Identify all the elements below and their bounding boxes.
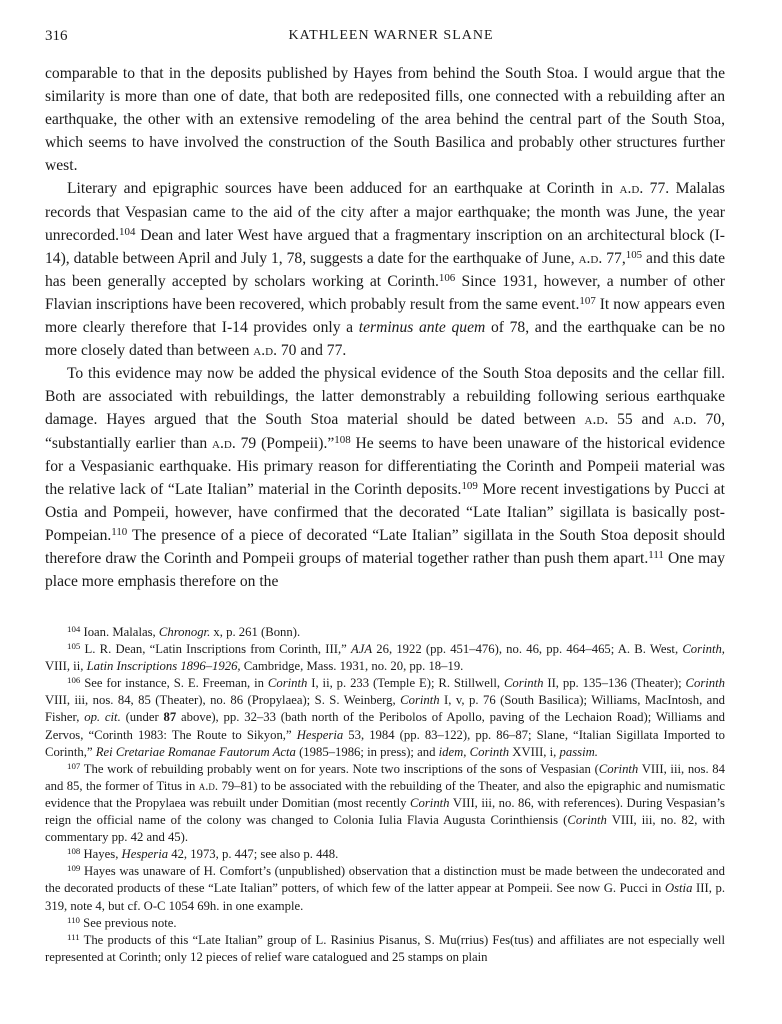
text-run: L. R. Dean, “Latin Inscriptions from Corinth, III,” — [80, 642, 351, 657]
italic-title: Corinth — [503, 676, 544, 691]
main-text — [45, 62, 725, 593]
era-abbrev: a.d. — [212, 434, 236, 452]
era-abbrev: a.d. — [198, 778, 219, 793]
footnote-106 — [45, 675, 725, 760]
era-abbrev: a.d. — [619, 180, 644, 198]
paragraph-2 — [45, 177, 725, 362]
footnote-110 — [45, 915, 725, 932]
italic-title: Corinth — [598, 761, 639, 776]
running-head: KATHLEEN WARNER SLANE — [288, 28, 494, 43]
text-run: 70 and 77. — [276, 342, 347, 360]
text-run: 26, 1922 (pp. 451–476), no. 46, pp. 464–465; A. B. West, — [372, 642, 683, 657]
era-abbrev: a.d. — [253, 342, 277, 360]
footnote-number: 111 — [67, 931, 80, 942]
text-run: VIII, ii, — [45, 659, 87, 674]
text-run: Literary and epigraphic sources have been adduced for an earthquake at Corinth in — [67, 180, 620, 198]
text-run: II, pp. 135–136 (Theater); — [543, 676, 686, 691]
footnote-107 — [45, 761, 725, 846]
italic-title: Corinth — [400, 693, 440, 708]
footnote-number: 104 — [67, 624, 81, 634]
footnote-ref: 106 — [438, 271, 456, 284]
italic-title: op. cit. — [84, 710, 121, 725]
text-run: 77, — [602, 249, 626, 267]
paragraph-1 — [45, 62, 725, 177]
footnote-104 — [45, 624, 725, 641]
text-run: and this date has been generally accepted by scholars working at Corinth. — [45, 249, 725, 290]
text-run: He seems to have been unaware of the historical evidence for a Vespasianic earthquake. His primary reason for differentiating the Corinth and Pompeii material was the relative lack of “Late Italian” material in the Corinth deposits. — [45, 434, 725, 498]
text-run: 79–81) to be associated with the rebuilding of the Theater, and also the epigraphic and numismatic evidence that the Propylaea was rebuilt under Domitian (most recently — [45, 778, 725, 810]
text-run: Dean and later West have argued that a fragmentary inscription on an architectural block (I-14), datable between April and July 1, 78, suggests a date for the earthquake of June, — [45, 226, 725, 267]
footnote-ref: 104 — [119, 225, 136, 238]
footnote-ref: 110 — [111, 525, 128, 538]
text-run: I, v, p. 76 (South Basilica); Williams, MacIntosh, and Fisher, — [45, 693, 726, 725]
text-run: III, p. 319, note 4, but cf. O-C 1054 69h. in one example. — [45, 881, 725, 913]
text-run: Ioan. Malalas, — [80, 625, 159, 639]
text-run: The products of this “Late Italian” group of L. Rasinius Pisanus, S. Mu(rrius) Fes(tus) and affiliates are not especially well represented at Corinth; only 12 pieces of relief ware catalogued and 25 stamps on plain — [45, 932, 725, 964]
italic-title: Corinth — [567, 813, 607, 828]
footnote-109 — [45, 863, 725, 914]
text-run: Hayes was unaware of H. Comfort’s (unpublished) observation that a distinction must be made between the undecorated and the decorated products of these “Late Italian” potters, of which few of the latter appear at Pompeii. See now G. Pucci in — [45, 864, 725, 896]
footnote-number: 105 — [67, 641, 81, 652]
text-run: 55 and — [608, 411, 673, 429]
italic-title: Hesperia — [296, 727, 344, 742]
text-run: One may place more emphasis therefore on the — [45, 549, 725, 591]
footnote-number: 109 — [67, 863, 81, 874]
italic-title: Hesperia — [121, 847, 169, 862]
footnote-111 — [45, 932, 725, 966]
text-run: 42, 1973, p. 447; see also p. 448. — [168, 847, 339, 862]
bold-ref: 87 — [163, 710, 177, 725]
text-run: It now appears even more clearly therefore that I-14 provides only a — [45, 295, 725, 337]
footnote-ref: 107 — [579, 295, 596, 308]
page-number: 316 — [45, 28, 68, 44]
text-run: The presence of a piece of decorated “Late Italian” sigillata in the South Stoa deposit should therefore draw the Corinth and Pompeii groups of material together rather than push them apart. — [45, 526, 725, 567]
text-run: Hayes, — [80, 847, 122, 862]
text-run: Cambridge, Mass. 1931, no. 20, pp. 18–19. — [240, 659, 464, 674]
text-run: VIII, iii, nos. 84 and 85, the former of Titus in — [45, 761, 725, 793]
text-run: VIII, iii, nos. 84, 85 (Theater), no. 86 (Propylaea); S. S. Weinberg, — [45, 693, 401, 708]
era-abbrev: a.d. — [672, 411, 697, 429]
era-abbrev: a.d. — [584, 411, 609, 429]
italic-title: Ostia — [664, 881, 693, 896]
italic-title: Rei Cretariae Romanae Fautorum Acta — [95, 744, 296, 759]
italic-title: Corinth, — [682, 642, 725, 657]
footnote-ref: 105 — [625, 248, 643, 261]
text-run: (under — [120, 710, 164, 725]
footnotes — [45, 624, 725, 966]
italic-title: passim. — [559, 744, 598, 759]
text-run: 79 (Pompeii).” — [235, 434, 335, 452]
text-run: x, p. 261 (Bonn). — [210, 625, 301, 639]
italic-title: idem, Corinth — [438, 744, 510, 759]
text-run: 70, “substantially earlier than — [45, 411, 725, 452]
text-run: XVIII, i, — [509, 744, 560, 759]
text-run: Since 1931, however, a number of other Flavian inscriptions have been recovered, which probably result from the same event. — [45, 272, 725, 313]
paragraph-3 — [45, 362, 725, 593]
italic-title: Corinth — [685, 676, 725, 691]
text-run: of 78, and the earthquake can be no more closely dated than between — [45, 319, 725, 360]
text-run: above), pp. 32–33 (bath north of the Peribolos of Apollo, paving of the Lechaion Road); Williams and Zervos, “Corinth 1983: The Route to Sikyon,” — [45, 710, 726, 742]
footnote-ref: 109 — [461, 479, 478, 492]
footnote-ref: 108 — [334, 433, 351, 446]
text-run: comparable to that in the deposits published by Hayes from behind the South Stoa. I would argue that the similarity is more than one of date, that both are redeposited fills, one connected with a rebuilding after an earthquake, the other with an extensive remodeling of the area behind the central part of the South Stoa, which seems to have involved the construction of the South Basilica and probably other structures further west. — [45, 65, 725, 175]
footnote-108 — [45, 846, 725, 863]
text-run: To this evidence may now be added the physical evidence of the South Stoa deposits and the cellar fill. Both are associated with rebuildings, the latter demonstrably a rebuilding following serious earthquake damage. Hayes argued that the South Stoa material should be dated between — [45, 365, 725, 429]
italic-title: Latin Inscriptions 1896–1926, — [86, 659, 241, 674]
italic-title: Corinth — [410, 795, 450, 810]
text-run: 77. Malalas records that Vespasian came to the aid of the city after a major earthquake; the month was June, the year unrecorded. — [45, 180, 726, 244]
italic-term: terminus ante quem — [358, 319, 486, 337]
text-run: 53, 1984 (pp. 83–122), pp. 86–87; Slane, “Italian Sigillata Imported to Corinth,” — [45, 727, 725, 759]
page-header — [45, 28, 737, 52]
text-run: (1985–1986; in press); and — [295, 744, 439, 759]
footnote-number: 106 — [67, 675, 81, 686]
text-run: VIII, iii, no. 86, with references). During Vespasian’s reign the official name of the colony was changed to Colonia Iulia Flavia Augusta Corinthiensis ( — [45, 795, 725, 828]
footnote-number: 110 — [67, 914, 80, 925]
era-abbrev: a.d. — [578, 249, 603, 267]
italic-title: AJA — [350, 642, 373, 657]
text-run: I, ii, p. 233 (Temple E); R. Stillwell, — [307, 676, 504, 691]
text-run: The work of rebuilding probably went on for years. Note two inscriptions of the sons of Vespasian ( — [80, 761, 599, 776]
italic-title: Corinth — [267, 676, 308, 691]
footnote-number: 107 — [67, 760, 81, 771]
footnote-number: 108 — [67, 846, 81, 857]
text-run: See previous note. — [79, 915, 177, 930]
text-run: More recent investigations by Pucci at Ostia and Pompeii, however, have confirmed that the decorated “Late Italian” sigillata is basically post-Pompeian. — [45, 480, 725, 544]
italic-title: Chronogr. — [158, 625, 211, 639]
text-run: See for instance, S. E. Freeman, in — [80, 676, 268, 691]
text-run: VIII, iii, no. 82, with commentary pp. 42 and 45). — [45, 813, 725, 845]
footnote-105 — [45, 641, 725, 675]
footnote-ref: 111 — [648, 549, 664, 562]
